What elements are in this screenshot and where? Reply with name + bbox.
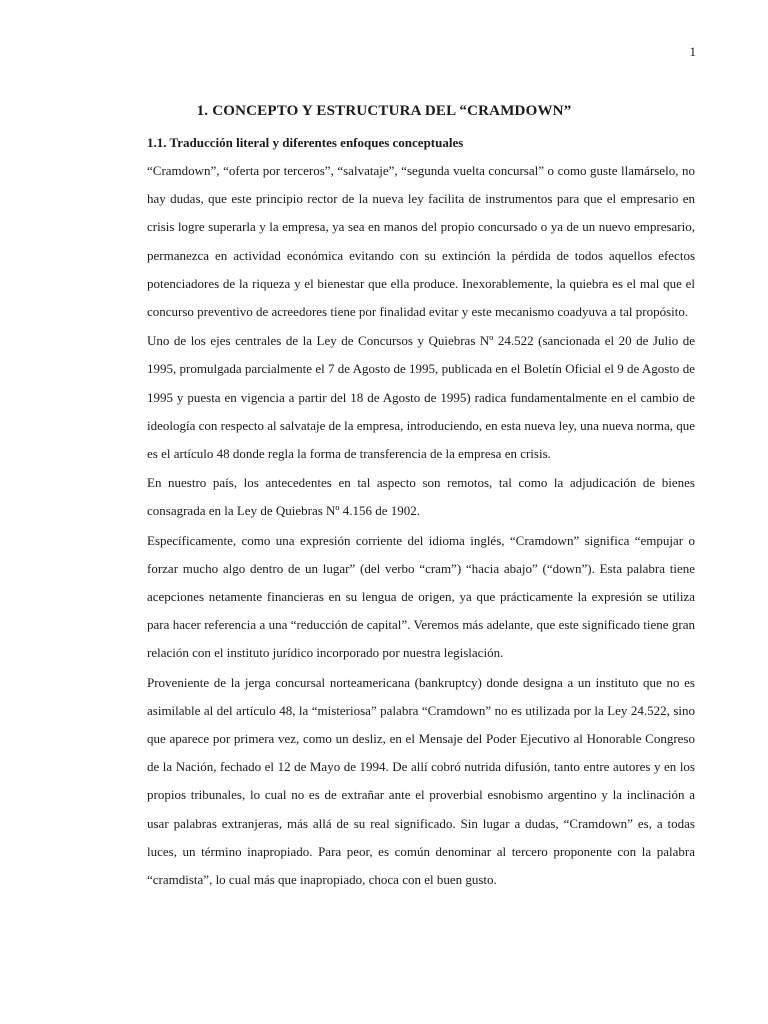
paragraph-2: Uno de los ejes centrales de la Ley de Concursos y Quiebras Nº 24.522 (sancionada el 20 de Julio de 1995, promulgada parcialmente el 7 de Agosto de 1995, publicada en el Boletín Oficial el 9 de Agosto de 1995 y puesta en vigencia a partir del 18 de Agosto de 1995) radica fundamentalmente en el cambio de ideología con respecto al salvataje de la empresa, introduciendo, en esta nueva ley, una nueva norma, que es el artículo 48 donde regla la forma de transferencia de la empresa en crisis. bbox=[147, 333, 695, 462]
chapter-title: 1. CONCEPTO Y ESTRUCTURA DEL “CRAMDOWN” bbox=[196, 103, 572, 119]
paragraph-4: Específicamente, como una expresión corriente del idioma inglés, “Cramdown” significa “empujar o forzar mucho algo dentro de un lugar” (del verbo “cram”) “hacia abajo” (“down”). Esta palabra tiene acepciones netamente financieras en su lengua de origen, ya que prácticamente la expresión se utiliza para hacer referencia a una “reducción de capital”. Veremos más adelante, que este significado tiene gran relación con el instituto jurídico incorporado por nuestra legislación. bbox=[147, 532, 695, 661]
section-subtitle: 1.1. Traducción literal y diferentes enfoques conceptuales bbox=[147, 135, 464, 150]
paragraph-1: “Cramdown”, “oferta por terceros”, “salvataje”, “segunda vuelta concursal” o como guste llamárselo, no hay dudas, que este principio rector de la nueva ley facilita de instrumentos para que el empresario en crisis logre superarla y la empresa, ya sea en manos del propio concursado o ya de un nuevo empresario, permanezca en actividad económica evitando con su extinción la pérdida de todos aquellos efectos potenciadores de la riqueza y el bienestar que ella produce. Inexorablemente, la quiebra es el mal que el concurso preventivo de acreedores tiene por finalidad evitar y este mecanismo coadyuva a tal propósito. bbox=[147, 163, 695, 320]
document-body bbox=[147, 157, 695, 895]
paragraph-5: Proveniente de la jerga concursal norteamericana (bankruptcy) donde designa a un instituto que no es asimilable al del artículo 48, la “misteriosa” palabra “Cramdown” no es utilizada por la Ley 24.522, sino que aparece por primera vez, como un desliz, en el Mensaje del Poder Ejecutivo al Honorable Congreso de la Nación, fechado el 12 de Mayo de 1994. De allí cobró nutrida difusión, tanto entre autores y en los propios tribunales, lo cual no es de extrañar ante el proverbial esnobismo argentino y la inclinación a usar palabras extranjeras, más allá de su real significado. Sin lugar a dudas, “Cramdown” es, a todas luces, un término inapropiado. Para peor, es común denominar al tercero proponente con la palabra “cramdista”, lo cual más que inapropiado, choca con el buen gusto. bbox=[147, 674, 695, 888]
paragraph-3: En nuestro país, los antecedentes en tal aspecto son remotos, tal como la adjudicación de bienes consagrada en la Ley de Quiebras Nº 4.156 de 1902. bbox=[147, 475, 695, 519]
page-number: 1 bbox=[689, 44, 696, 59]
